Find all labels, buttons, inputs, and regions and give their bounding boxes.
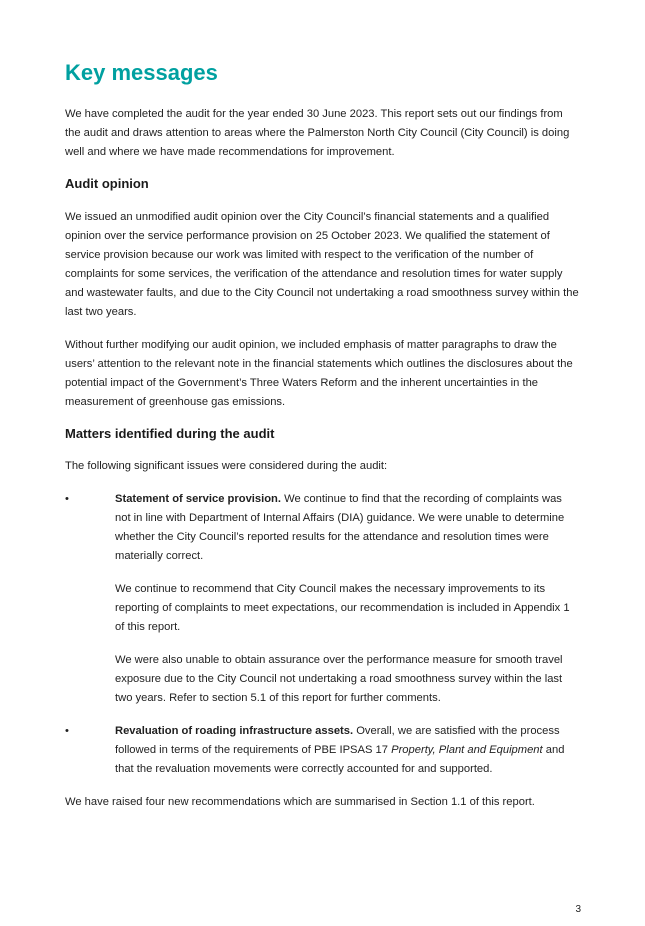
page-number: 3 bbox=[575, 904, 581, 915]
audit-opinion-paragraph-1: We issued an unmodified audit opinion over the City Council’s financial statements and a qualified opinion over the service performance provision on 25 October 2023. We qualified the statement of service provision because our work was limited with respect to the verification of the number of complaints for some services, the verification of the attendance and resolution times for water supply and wastewater faults, and due to the City Council not undertaking a road smoothness survey within the last two years. bbox=[65, 210, 579, 318]
bullet-lead-bold: Statement of service provision. bbox=[115, 492, 281, 505]
bullet-sub-paragraph-1: We continue to recommend that City Council makes the necessary improvements to its reporting of complaints to meet expectations, our recommendation is included in Appendix 1 of this report. bbox=[115, 582, 570, 633]
bullet-icon: • bbox=[65, 492, 69, 505]
bullet-body-text: We continue to find that the recording of complaints was not in line with Department of Internal Affairs (DIA) guidance. We were unable to determine whether the City Council’s reported results for the attendance and resolution times were materially correct. bbox=[115, 492, 565, 562]
bullet-icon: • bbox=[65, 724, 69, 737]
bullet-body-text: Overall, we are satisfied with the process followed in terms of the requirements of PBE IPSAS 17 bbox=[115, 724, 560, 756]
bullet-item-service-provision bbox=[65, 490, 580, 566]
matters-intro: The following significant issues were considered during the audit: bbox=[65, 459, 388, 472]
bullet-lead-bold: Revaluation of roading infrastructure assets. bbox=[115, 724, 354, 737]
heading-audit-opinion: Audit opinion bbox=[65, 176, 149, 192]
bullet-sub-paragraph-2: We were also unable to obtain assurance over the performance measure for smooth travel exposure due to the City Council not undertaking a road smoothness survey within the last two years. Refer to section 5.1 of this report for further comments. bbox=[115, 653, 563, 704]
audit-opinion-paragraph-2: Without further modifying our audit opinion, we included emphasis of matter paragraphs to draw the users’ attention to the relevant note in the financial statements which outlines the disclosures about the potential impact of the Government’s Three Waters Reform and the inherent uncertainties in the measurement of greenhouse gas emissions. bbox=[65, 338, 573, 408]
heading-matters-identified: Matters identified during the audit bbox=[65, 425, 275, 441]
intro-paragraph: We have completed the audit for the year ended 30 June 2023. This report sets out our findings from the audit and draws attention to areas where the Palmerston North City Council (City Council) is doing well and where we have made recommendations for improvement. bbox=[65, 108, 570, 159]
closing-paragraph: We have raised four new recommendations which are summarised in Section 1.1 of this report. bbox=[65, 795, 535, 808]
bullet-italic-phrase: Property, Plant and Equipment bbox=[391, 743, 543, 756]
bullet-text bbox=[115, 490, 580, 566]
bullet-text bbox=[115, 722, 580, 779]
page-title: Key messages bbox=[65, 60, 218, 85]
bullet-body-text-after: and that the revaluation movements were correctly accounted for and supported. bbox=[115, 743, 565, 775]
bullet-item-revaluation bbox=[65, 722, 580, 779]
